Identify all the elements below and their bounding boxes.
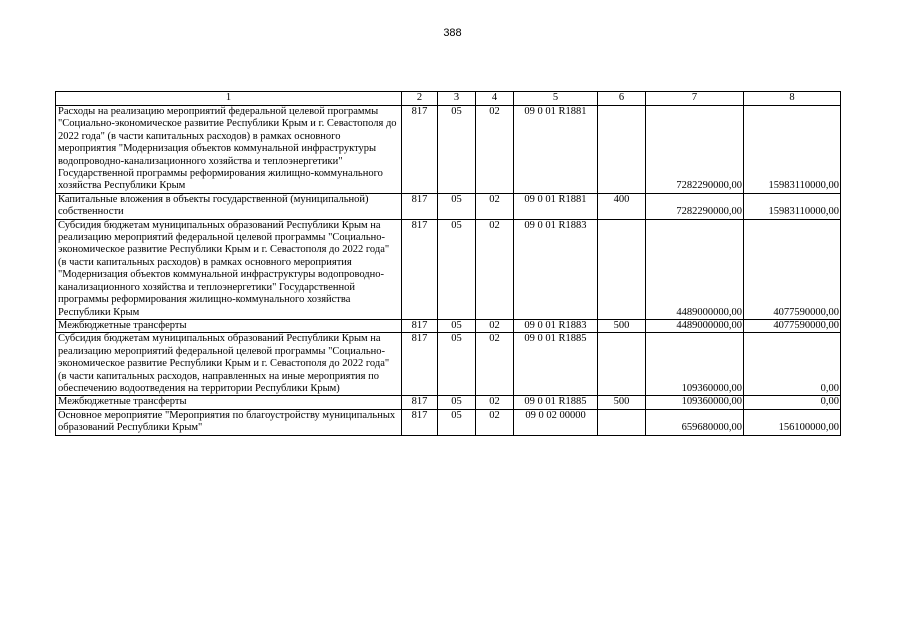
amount-2: 0,00 [744,396,841,409]
code-subsection: 02 [476,106,514,194]
code-section: 05 [438,106,476,194]
code-subsection: 02 [476,319,514,332]
code-subsection: 02 [476,333,514,396]
table-row [56,319,841,332]
code-section: 05 [438,333,476,396]
code-target: 09 0 02 00000 [514,409,598,435]
code-gr: 817 [402,219,438,319]
amount-1: 659680000,00 [646,409,744,435]
code-target: 09 0 01 R1883 [514,319,598,332]
code-type: 400 [598,193,646,219]
code-type [598,106,646,194]
code-subsection: 02 [476,409,514,435]
code-target: 09 0 01 R1885 [514,333,598,396]
code-type [598,333,646,396]
code-gr: 817 [402,409,438,435]
code-gr: 817 [402,106,438,194]
budget-table [55,91,841,436]
header-cell: 7 [646,92,744,106]
code-section: 05 [438,409,476,435]
row-name: Основное мероприятие "Мероприятия по благоустройству муниципальных образований Республики Крым" [56,409,402,435]
code-gr: 817 [402,193,438,219]
table-row [56,193,841,219]
amount-1: 7282290000,00 [646,193,744,219]
header-cell: 8 [744,92,841,106]
code-section: 05 [438,193,476,219]
amount-1: 109360000,00 [646,333,744,396]
table-row [56,396,841,409]
code-type [598,219,646,319]
code-subsection: 02 [476,193,514,219]
header-cell: 5 [514,92,598,106]
amount-1: 4489000000,00 [646,219,744,319]
code-gr: 817 [402,333,438,396]
code-type: 500 [598,396,646,409]
code-section: 05 [438,396,476,409]
code-gr: 817 [402,319,438,332]
row-name: Капитальные вложения в объекты государственной (муниципальной) собственности [56,193,402,219]
amount-2: 156100000,00 [744,409,841,435]
code-subsection: 02 [476,219,514,319]
header-cell: 4 [476,92,514,106]
amount-2: 15983110000,00 [744,106,841,194]
amount-2: 0,00 [744,333,841,396]
code-type: 500 [598,319,646,332]
header-cell: 1 [56,92,402,106]
header-cell: 2 [402,92,438,106]
row-name: Межбюджетные трансферты [56,319,402,332]
code-section: 05 [438,319,476,332]
row-name: Межбюджетные трансферты [56,396,402,409]
code-target: 09 0 01 R1881 [514,106,598,194]
page-number: 388 [443,27,462,39]
row-name: Расходы на реализацию мероприятий федеральной целевой программы "Социально-экономическое развитие Республики Крым и г. Севастополя до 2022 года" (в части капитальных расходов) в рамках основного мероприятия "Модернизация объектов коммунальной инфраструктуры водопроводно-канализационного хозяйства и теплоэнергетики" Государственной программы реформирования жилищно-коммунального хозяйства Республики Крым [56,106,402,194]
header-cell: 3 [438,92,476,106]
table-row [56,106,841,194]
amount-1: 109360000,00 [646,396,744,409]
row-name: Субсидия бюджетам муниципальных образований Республики Крым на реализацию мероприятий федеральной целевой программы "Социально-экономическое развитие Республики Крым и г. Севастополя до 2022 года" (в части капитальных расходов, направленных на иные мероприятия по обеспечению водоотведения на территории Республики Крым) [56,333,402,396]
code-subsection: 02 [476,396,514,409]
code-target: 09 0 01 R1883 [514,219,598,319]
amount-2: 15983110000,00 [744,193,841,219]
amount-1: 4489000000,00 [646,319,744,332]
header-cell: 6 [598,92,646,106]
table-row [56,333,841,396]
code-target: 09 0 01 R1881 [514,193,598,219]
header-row [56,92,841,106]
code-target: 09 0 01 R1885 [514,396,598,409]
table-row [56,219,841,319]
row-name: Субсидия бюджетам муниципальных образований Республики Крым на реализацию мероприятий федеральной целевой программы "Социально-экономическое развитие Республики Крым и г. Севастополя до 2022 года" (в части капитальных расходов) в рамках основного мероприятия "Модернизация объектов коммунальной инфраструктуры водопроводно-канализационного хозяйства и теплоэнергетики" Государственной программы реформирования жилищно-коммунального хозяйства Республики Крым [56,219,402,319]
code-type [598,409,646,435]
amount-2: 4077590000,00 [744,319,841,332]
table-row [56,409,841,435]
amount-1: 7282290000,00 [646,106,744,194]
code-section: 05 [438,219,476,319]
code-gr: 817 [402,396,438,409]
amount-2: 4077590000,00 [744,219,841,319]
